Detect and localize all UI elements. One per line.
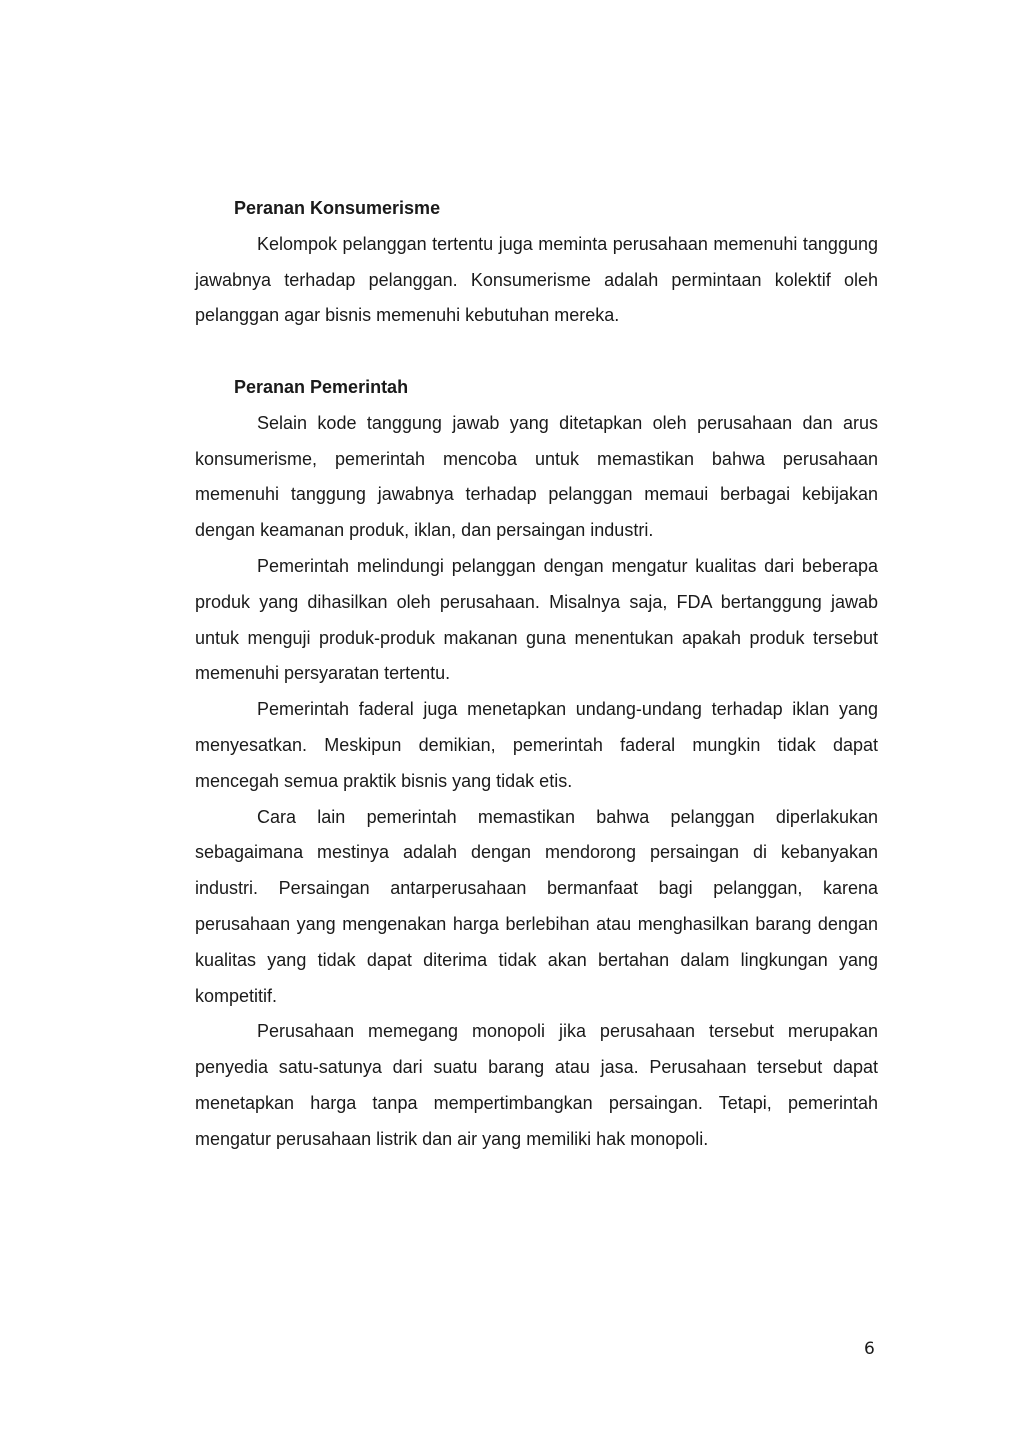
paragraph: Perusahaan memegang monopoli jika perusahaan tersebut merupakan penyedia satu-satunya dari suatu barang atau jasa. Perusahaan tersebut dapat menetapkan harga tanpa mempertimbangkan persaingan. Tetapi, pemerintah mengatur perusahaan listrik dan air yang memiliki hak monopoli. [195,1021,878,1149]
section-peranan-konsumerisme [195,191,878,334]
section-heading: Peranan Konsumerisme [234,198,441,218]
section-heading: Peranan Pemerintah [234,376,409,397]
paragraph: Cara lain pemerintah memastikan bahwa pelanggan diperlakukan sebagaimana mestinya adalah dengan mendorong persaingan di kebanyakan industri. Persaingan antarperusahaan bermanfaat bagi pelanggan, karena perusahaan yang mengenakan harga berlebihan atau menghasilkan barang dengan kualitas yang tidak dapat diterima tidak akan bertahan dalam lingkungan yang kompetitif. [195,806,878,1006]
paragraph: Pemerintah faderal juga menetapkan undang-undang terhadap iklan yang menyesatkan. Meskipun demikian, pemerintah faderal mungkin tidak dapat mencegah semua praktik bisnis yang tidak etis. [195,699,878,791]
document-body [195,191,878,1158]
page-number: 6 [864,1339,875,1359]
paragraph: Selain kode tanggung jawab yang ditetapkan oleh perusahaan dan arus konsumerisme, pemerintah mencoba untuk memastikan bahwa perusahaan memenuhi tanggung jawabnya terhadap pelanggan memaui berbagai kebijakan dengan keamanan produk, iklan, dan persaingan industri. [195,412,878,541]
section-peranan-pemerintah [195,370,878,1158]
paragraph: Kelompok pelanggan tertentu juga meminta perusahaan memenuhi tanggung jawabnya terhadap pelanggan. Konsumerisme adalah permintaan kolektif oleh pelanggan agar bisnis memenuhi kebutuhan mereka. [195,233,878,326]
paragraph: Pemerintah melindungi pelanggan dengan mengatur kualitas dari beberapa produk yang dihasilkan oleh perusahaan. Misalnya saja, FDA bertanggung jawab untuk menguji produk-produk makanan guna menentukan apakah produk tersebut memenuhi persyaratan tertentu. [195,555,878,684]
section-spacer [195,334,878,370]
